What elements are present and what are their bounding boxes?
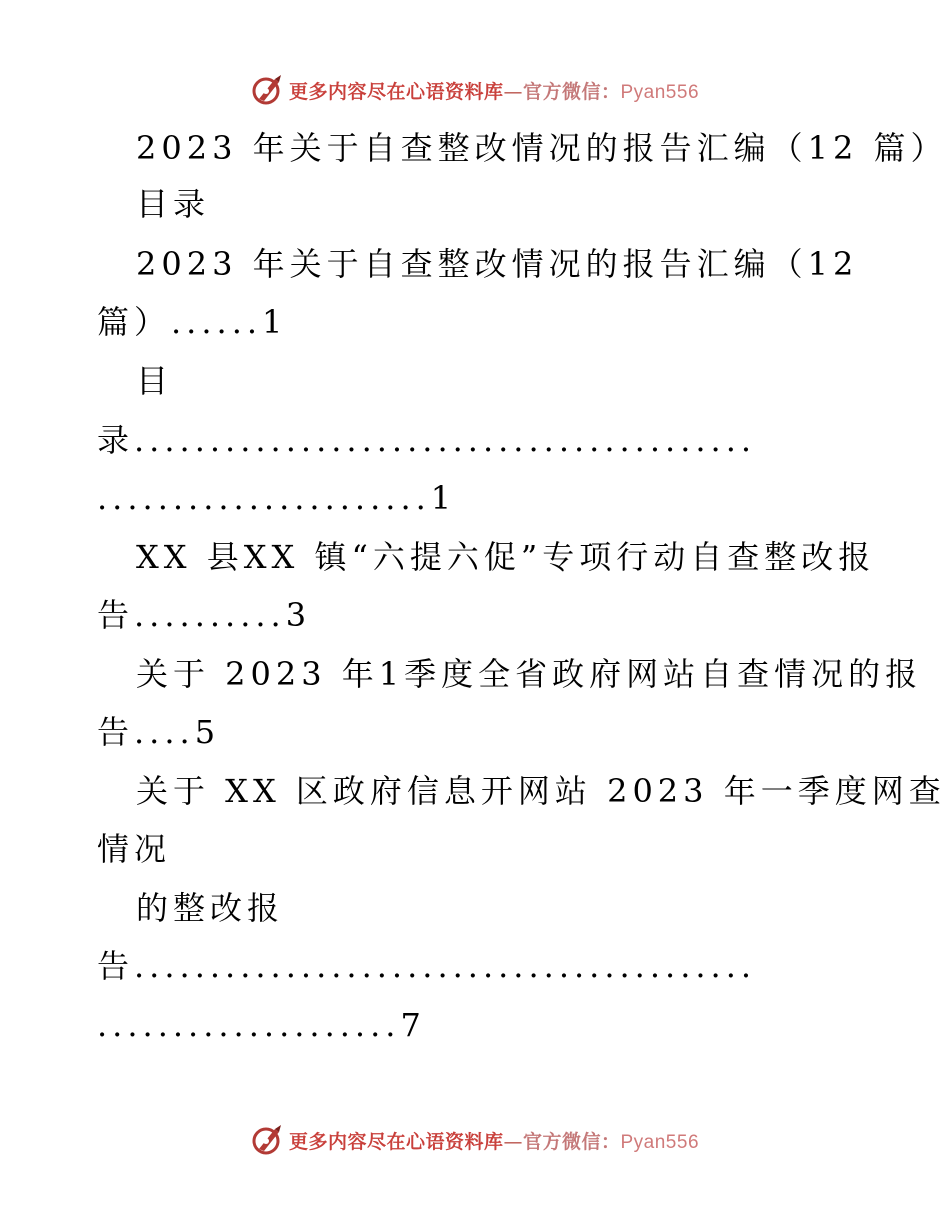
toc-entry-3-line-2: 告..........3 [97,596,312,634]
banner-text [289,77,699,104]
banner-text [289,1127,699,1154]
footer-banner-inner [251,1123,699,1157]
toc-heading: 目录 [136,185,211,223]
header-banner-inner [251,73,699,107]
banner-official-label: 官方微信： [522,80,621,103]
footer-banner [0,1120,950,1160]
toc-entry-1-line-1: 2023 年关于自查整改情况的报告汇编（12 [136,245,859,283]
toc-entry-2-line-3: ......................1 [97,479,457,517]
banner-site-name: 更多内容尽在心语资料库 [288,80,504,103]
toc-entry-3-line-1: XX 县XX 镇“六提六促”专项行动自查整改报 [136,538,876,576]
toc-entry-4-line-2: 告....5 [97,713,221,751]
document-title: 2023 年关于自查整改情况的报告汇编（12 篇） [136,129,948,167]
banner-dash: — [503,1130,523,1153]
banner-wechat-id: Pyan556 [620,81,700,103]
toc-entry-2-line-2: 录......................................... [97,421,757,459]
toc-entry-4-line-1: 关于 2023 年1季度全省政府网站自查情况的报 [136,655,923,693]
toc-entry-5-line-5: ....................7 [97,1006,426,1044]
banner-dash: — [503,80,523,103]
quill-pen-logo-icon [251,1123,285,1157]
quill-pen-logo-icon [251,73,285,107]
toc-entry-1-line-2: 篇）......1 [97,303,288,341]
header-banner [0,70,950,110]
toc-entry-2-line-1: 目 [136,362,174,400]
toc-entry-5-line-3: 的整改报 [136,889,285,927]
banner-wechat-id: Pyan556 [620,1131,700,1153]
toc-entry-5-line-1: 关于 XX 区政府信息开网站 2023 年一季度网查 [136,772,946,810]
toc-entry-5-line-4: 告......................................... [97,947,757,985]
banner-site-name: 更多内容尽在心语资料库 [288,1130,504,1153]
toc-entry-5-line-2: 情况 [97,830,172,868]
banner-official-label: 官方微信： [522,1130,621,1153]
